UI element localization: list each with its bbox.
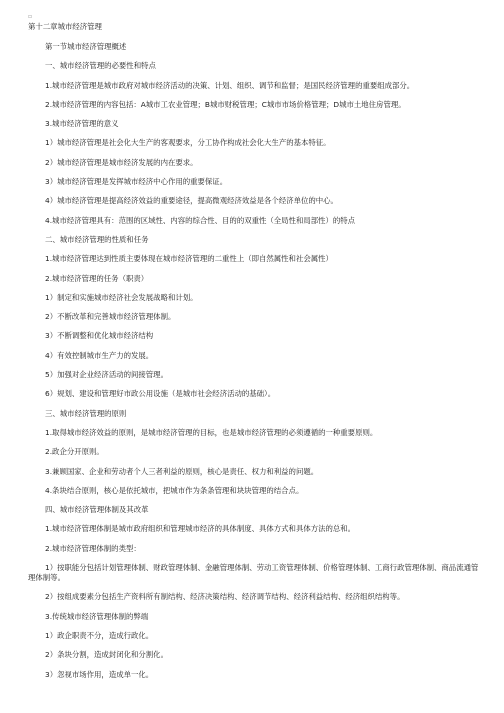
paragraph: 1）城市经济管理是社会化大生产的客观要求，分工协作构成社会化大生产的基本特征。 (45, 138, 331, 148)
paragraph: 1）政企职责不分，造成行政化。 (45, 630, 154, 640)
paragraph: 1.取得城市经济效益的原则，是城市经济管理的目标，也是城市经济管理的必须遵循的一种重要原则。 (45, 427, 378, 437)
paragraph: 3）不断调整和优化城市经济结构 (45, 331, 154, 341)
paragraph: 3.兼顾国家、企业和劳动者个人三者利益的原则，核心是责任、权力和利益的问题。 (45, 466, 319, 476)
paragraph-wrapped: 1）按职能分包括计划管理体制、财政管理体制、金融管理体制、劳动工资管理体制、价格管理体制、工商行政管理体制、商品流通管理体制等。 (28, 563, 479, 583)
paragraph: 4.条块结合原则，核心是依托城市，把城市作为条条管理和块块管理的结合点。 (45, 485, 304, 495)
bullet-marker-icon: ▫ (28, 13, 33, 20)
paragraph: 2）不断改革和完善城市经济管理体制。 (45, 312, 176, 322)
paragraph: 3.城市经济管理的意义 (45, 119, 119, 129)
heading: 四、城市经济管理体制及其改革 (45, 505, 149, 515)
paragraph: 4）有效控制城市生产力的发展。 (45, 350, 154, 360)
paragraph: 1.城市经济管理是城市政府对城市经济活动的决策、计划、组织、调节和监督；是国民经济管理的重要组成部分。 (45, 80, 415, 90)
paragraph: 2）按组成要素分包括生产资料所有制结构、经济决策结构、经济调节结构、经济利益结构、经济组织结构等。 (45, 592, 405, 602)
paragraph: 2.城市经济管理的内容包括：A城市工农业管理；B城市财税管理；C城市市场价格管理；D城市土地住房管理。 (45, 99, 406, 109)
paragraph: 3）忽视市场作用，造成单一化。 (45, 669, 154, 679)
heading: 二、城市经济管理的性质和任务 (45, 234, 149, 244)
paragraph: 5）加强对企业经济活动的间接管理。 (45, 370, 168, 380)
paragraph: 1.城市经济管理达到性质主要体现在城市经济管理的二重性上（即自然属性和社会属性） (45, 254, 333, 264)
paragraph: 3.传统城市经济管理体制的弊端 (45, 611, 149, 621)
paragraph: 6）规划、建设和管理好市政公用设施（是城市社会经济活动的基础）。 (45, 389, 276, 399)
paragraph: 2）条块分割，造成封闭化和分割化。 (45, 650, 168, 660)
paragraph: 3）城市经济管理是发挥城市经济中心作用的重要保证。 (45, 177, 228, 187)
heading: 三、城市经济管理的原则 (45, 408, 127, 418)
paragraph: 1.城市经济管理体制是城市政府组织和管理城市经济的具体制度、具体方式和具体方法的总和。 (45, 524, 356, 534)
paragraph: 2.政企分开原则。 (45, 447, 104, 457)
paragraph: 2.城市经济管理的任务（职责） (45, 273, 149, 283)
paragraph: 4.城市经济管理具有：范围的区域性、内容的综合性、目的的双重性（全局性和局部性）的特点 (45, 215, 356, 225)
chapter-title: 第十二章城市经济管理 (28, 22, 102, 31)
section-title: 第一节城市经济管理概述 (45, 42, 127, 51)
paragraph: 2.城市经济管理体制的类型： (45, 543, 141, 553)
heading: 一、城市经济管理的必要性和特点 (45, 61, 156, 71)
paragraph: 4）城市经济管理是提高经济效益的重要途径，提高微观经济效益是各个经济单位的中心。 (45, 196, 338, 206)
paragraph: 1）制定和实施城市经济社会发展战略和计划。 (45, 292, 198, 302)
paragraph: 2）城市经济管理是城市经济发展的内在要求。 (45, 157, 198, 167)
